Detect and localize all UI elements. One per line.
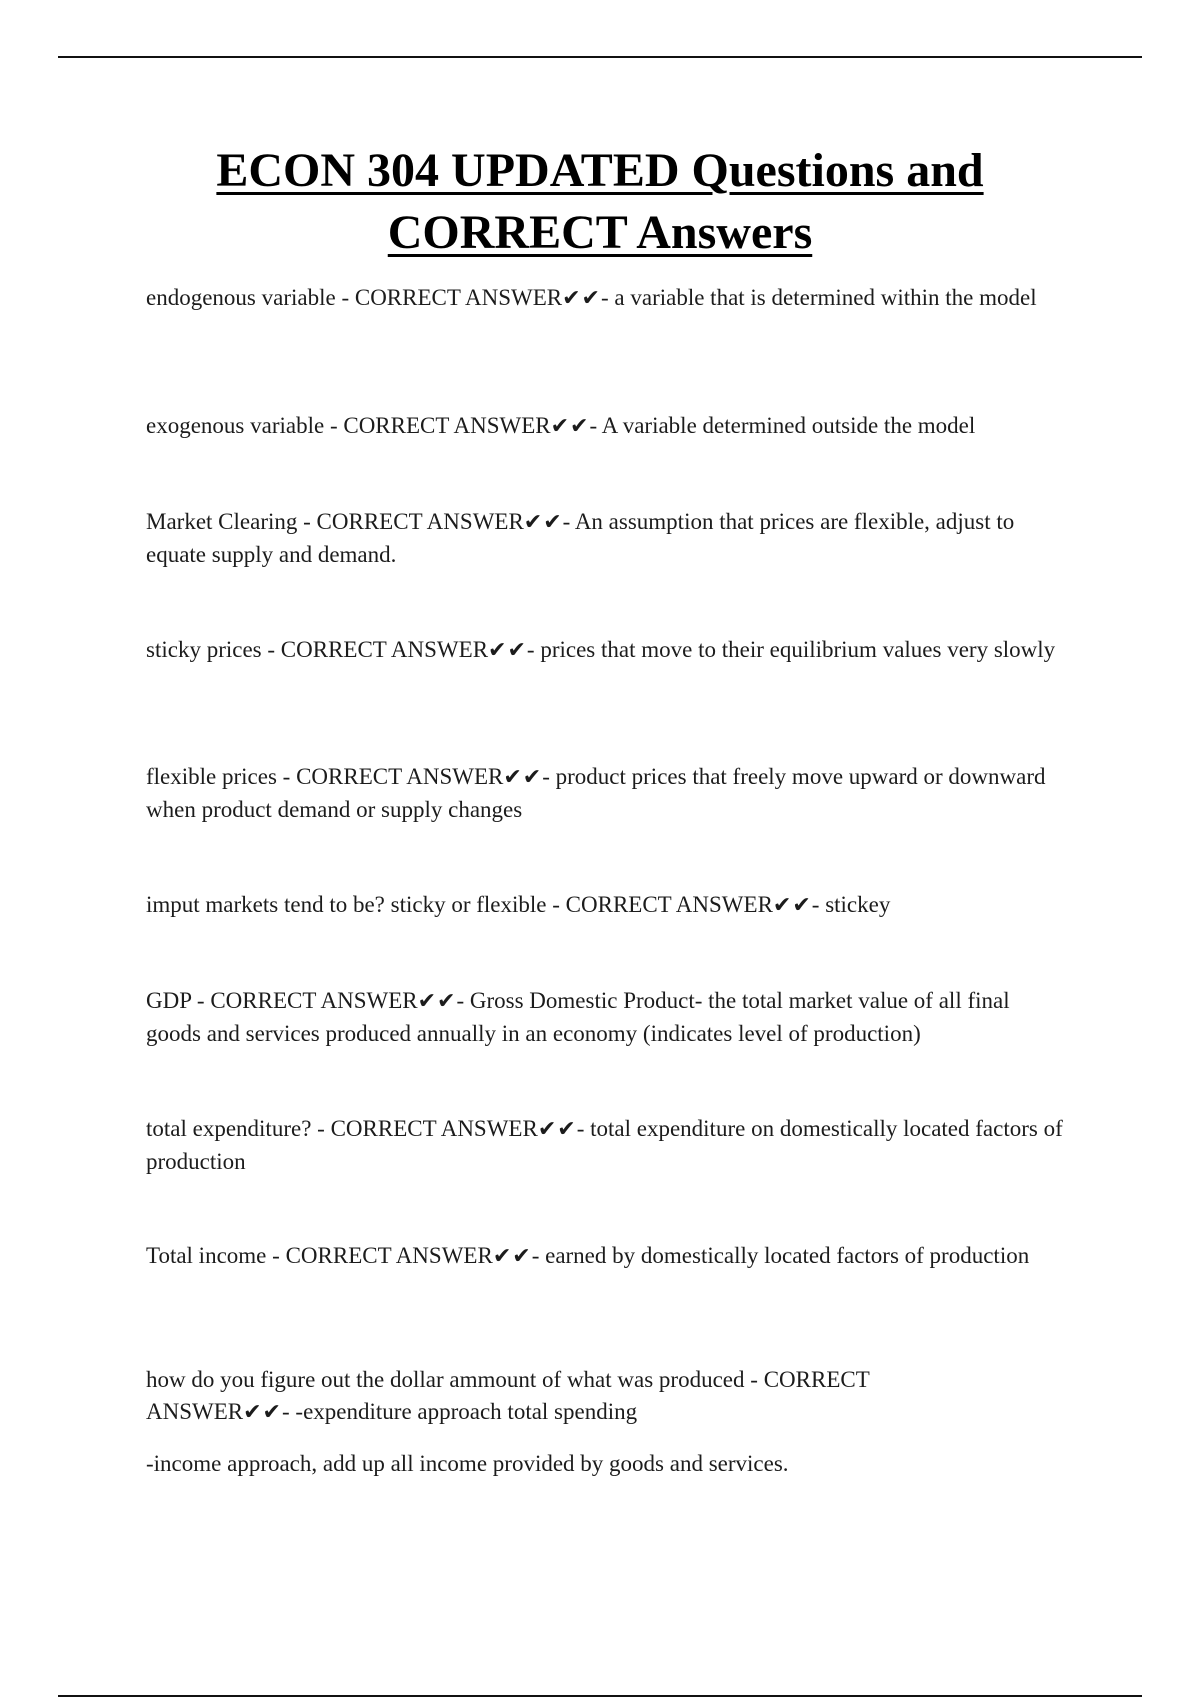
answer-marker: CORRECT ANSWER <box>316 509 524 534</box>
answer-marker: CORRECT ANSWER <box>280 637 489 662</box>
entry-term: GDP <box>146 988 192 1013</box>
answer-marker: CORRECT ANSWER <box>285 1243 493 1268</box>
qa-entry-total-income: Total income - CORRECT ANSWER✔✔- earned by domestically located factors of production <box>146 1243 1030 1269</box>
check-marks-icon: ✔✔ <box>488 638 527 663</box>
entry-term: Market Clearing <box>146 509 298 534</box>
entry-answer: stickey <box>825 892 891 917</box>
entry-term: exogenous variable <box>146 413 325 438</box>
entry-answer: earned by domestically located factors of production <box>545 1243 1030 1268</box>
check-marks-icon: ✔✔ <box>772 893 812 918</box>
answer-marker: CORRECT ANSWER <box>354 285 563 310</box>
entry-term: endogenous variable <box>146 285 336 310</box>
qa-entry-gdp: GDP - CORRECT ANSWER✔✔- Gross Domestic Product- the total market value of all final goods and services produced annually in an economy (indicates level of production) <box>146 988 1016 1046</box>
entry-answer: Gross Domestic Product- the total market value of all final goods and services produced annually in an economy (indicates level of production) <box>146 988 1016 1046</box>
qa-extra-line: -income approach, add up all income provided by goods and services. <box>146 1451 789 1476</box>
answer-marker: CORRECT ANSWER <box>343 413 551 438</box>
top-rule <box>58 56 1142 58</box>
check-marks-icon: ✔✔ <box>417 989 457 1014</box>
check-marks-icon: ✔✔ <box>550 414 590 439</box>
check-marks-icon: ✔✔ <box>243 1400 282 1425</box>
qa-entry-market-clearing: Market Clearing - CORRECT ANSWER✔✔- An assumption that prices are flexible, adjust to equate supply and demand. <box>146 509 1021 567</box>
qa-entry-endogenous: endogenous variable - CORRECT ANSWER✔✔- a variable that is determined within the model <box>146 285 1037 311</box>
entry-answer: total expenditure on domestically located factors of production <box>146 1116 1069 1174</box>
entry-term: flexible prices <box>146 764 277 789</box>
answer-marker: CORRECT ANSWER <box>210 988 418 1013</box>
entry-term: sticky prices <box>146 637 262 662</box>
check-marks-icon: ✔✔ <box>523 510 563 535</box>
title-line-2: CORRECT Answers <box>387 206 813 259</box>
entry-answer: -expenditure approach total spending <box>295 1399 638 1424</box>
qa-entry-dollar-amount: how do you figure out the dollar ammount of what was produced - CORRECT ANSWER✔✔- -expenditure approach total spending <box>146 1367 870 1425</box>
entry-answer: A variable determined outside the model <box>601 413 976 438</box>
page-title <box>0 140 1200 264</box>
entry-term: total expenditure? <box>146 1116 312 1141</box>
entry-answer: a variable that is determined within the model <box>614 285 1037 310</box>
qa-entry-flexible-prices: flexible prices - CORRECT ANSWER✔✔- product prices that freely move upward or downward when product demand or supply changes <box>146 764 1052 822</box>
qa-entry-input-markets: imput markets tend to be? sticky or flexible - CORRECT ANSWER✔✔- stickey <box>146 892 891 918</box>
bottom-rule <box>58 1695 1142 1697</box>
entry-term: Total income <box>146 1243 267 1268</box>
qa-entry-total-expenditure: total expenditure? - CORRECT ANSWER✔✔- total expenditure on domestically located factors of production <box>146 1116 1069 1174</box>
entry-term: imput markets tend to be? sticky or flexible <box>146 892 547 917</box>
answer-marker: CORRECT ANSWER <box>565 892 773 917</box>
check-marks-icon: ✔✔ <box>562 286 601 311</box>
title-line-1: ECON 304 UPDATED Questions and <box>216 144 984 197</box>
entry-answer: An assumption that prices are flexible, adjust to equate supply and demand. <box>146 509 1021 567</box>
check-marks-icon: ✔✔ <box>503 765 543 790</box>
entry-answer: prices that move to their equilibrium values very slowly <box>540 637 1056 662</box>
answer-marker: CORRECT ANSWER <box>330 1116 538 1141</box>
qa-entry-exogenous: exogenous variable - CORRECT ANSWER✔✔- A variable determined outside the model <box>146 413 976 439</box>
answer-marker: CORRECT ANSWER <box>296 764 504 789</box>
check-marks-icon: ✔✔ <box>537 1117 577 1142</box>
check-marks-icon: ✔✔ <box>492 1244 532 1269</box>
entry-term: how do you figure out the dollar ammount of what was produced <box>146 1367 745 1392</box>
entry-answer: product prices that freely move upward or downward when product demand or supply changes <box>146 764 1052 822</box>
qa-entry-sticky-prices: sticky prices - CORRECT ANSWER✔✔- prices that move to their equilibrium values very slowly <box>146 637 1056 663</box>
answer-marker: CORRECT ANSWER <box>146 1367 870 1424</box>
